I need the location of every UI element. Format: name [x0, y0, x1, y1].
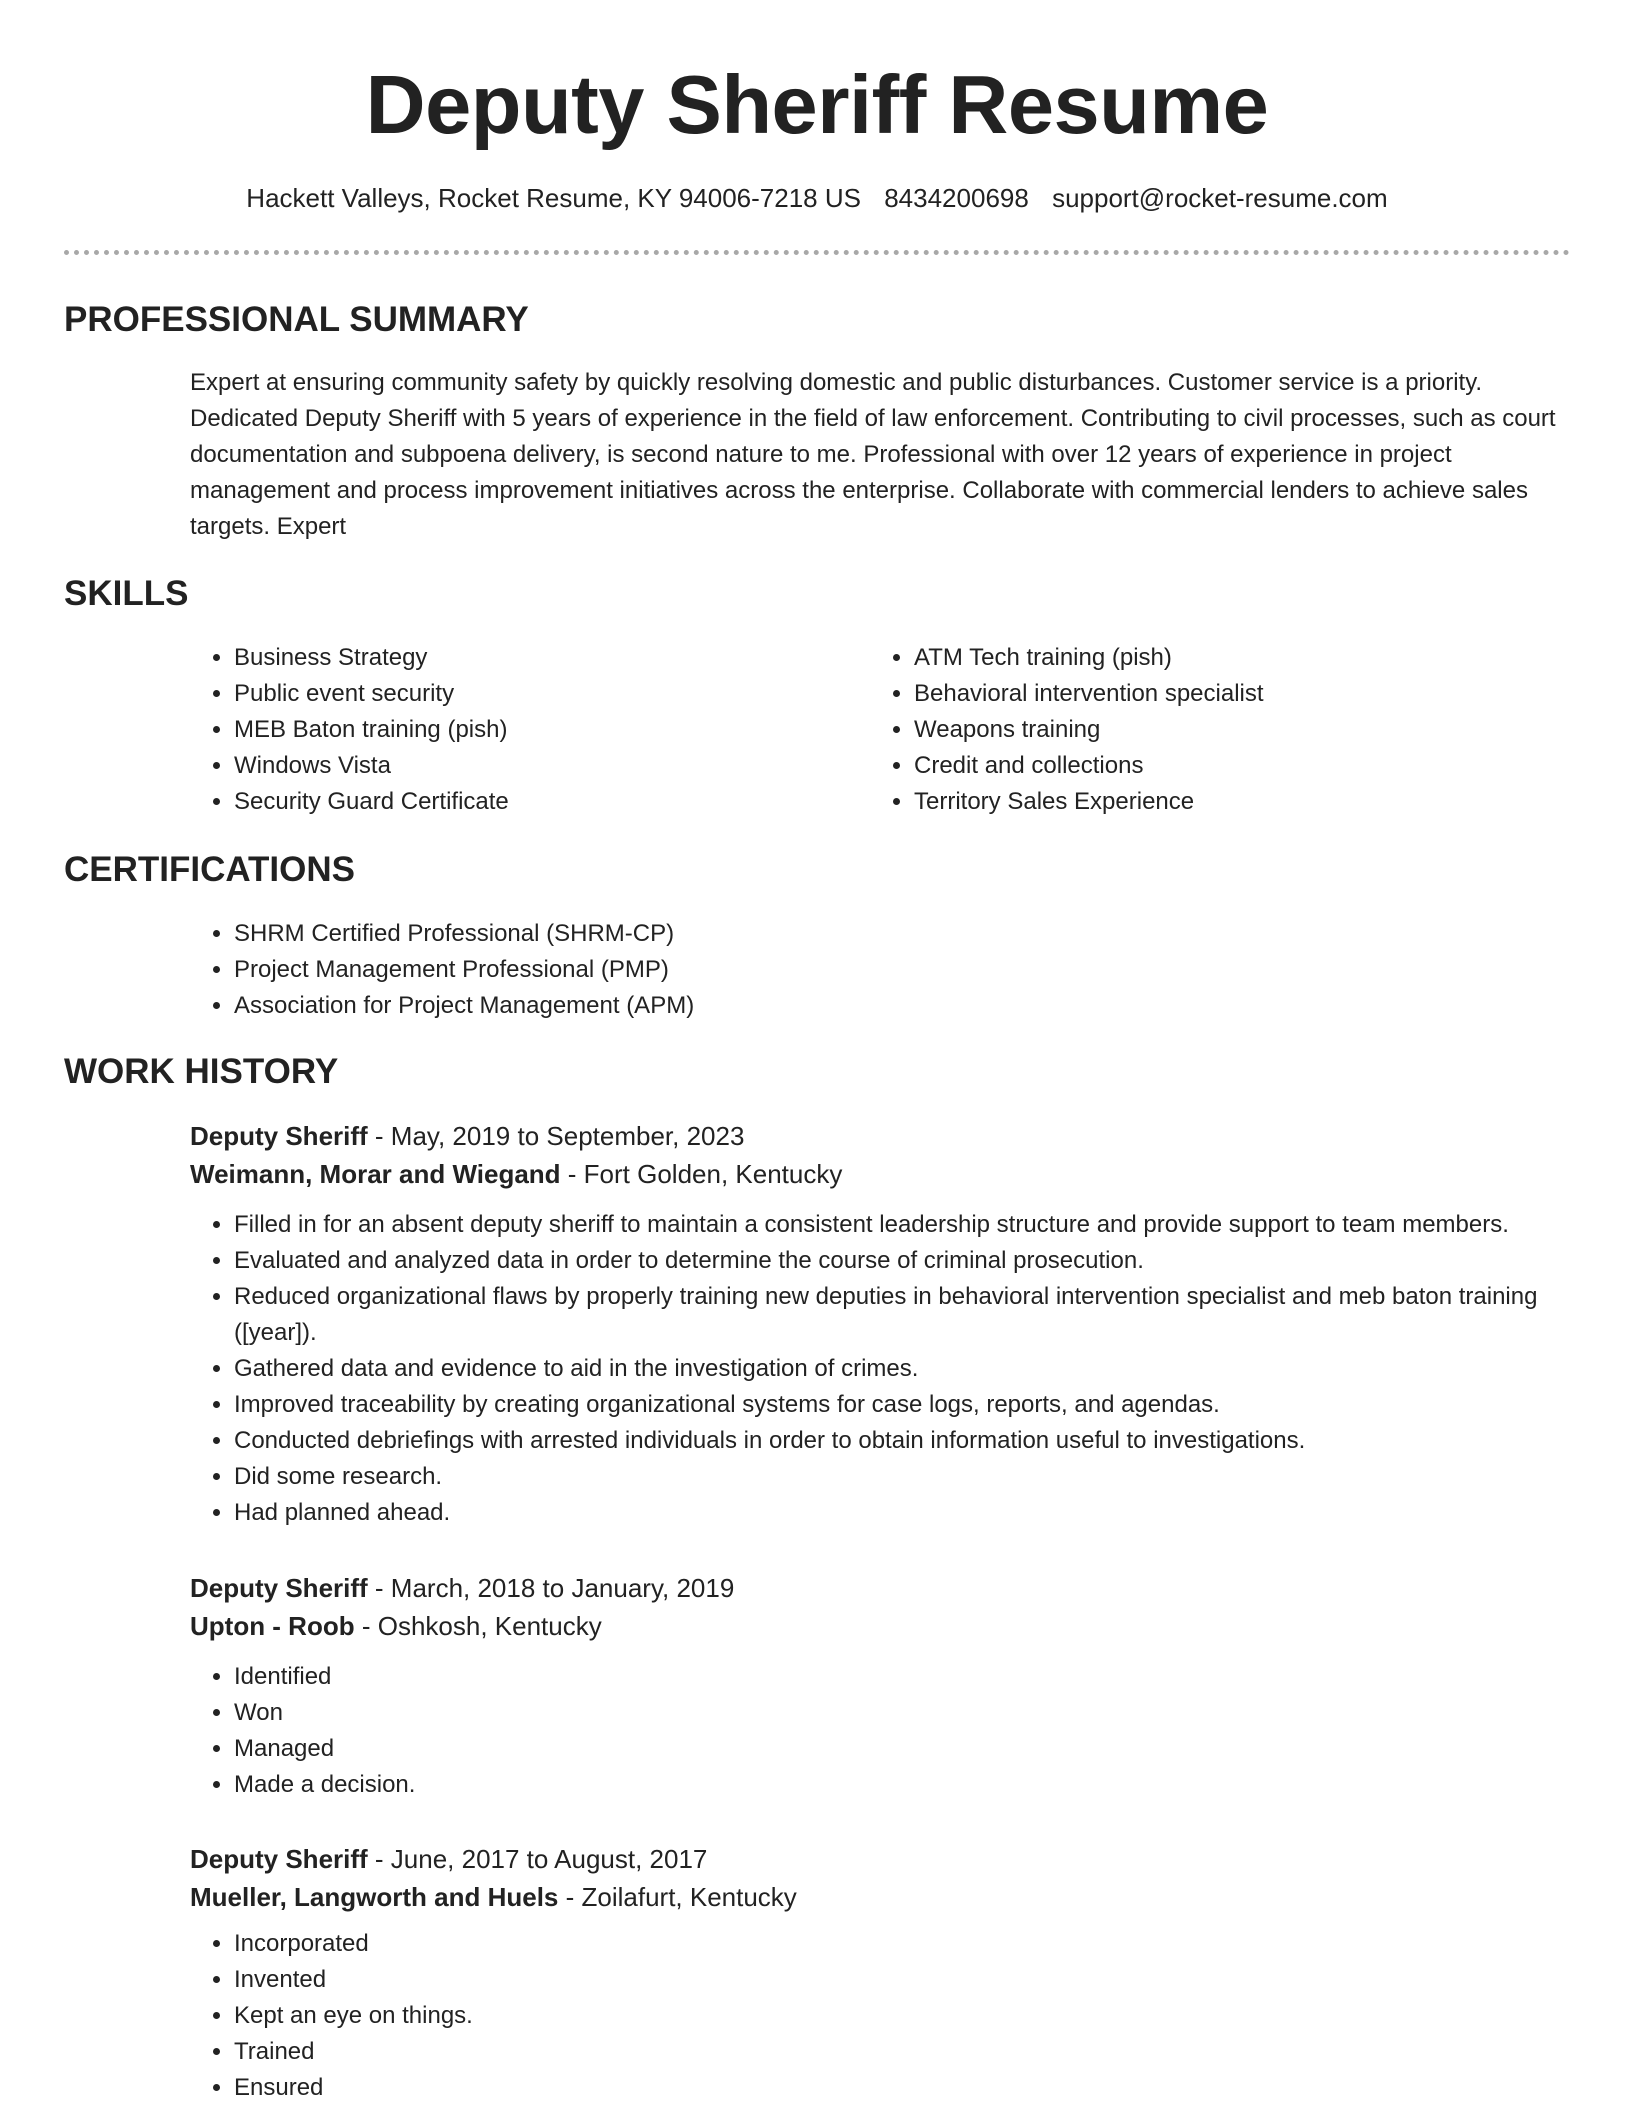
skills-list-right	[870, 640, 1570, 820]
job-bullet: • Had planned ahead.	[234, 1495, 1580, 1531]
summary-text: Expert at ensuring community safety by quickly resolving domestic and public disturbances. Customer service is a priority. Dedicated Deputy Sheriff with 5 years of experience in the field of law enforcement. Contributing to civil processes, such as court documentation and subpoena delivery, is second nature to me. Professional with over 12 years of experience in project management and process improvement initiatives across the enterprise. Collaborate with commercial lenders to achieve sales targets. Expert	[190, 369, 1556, 540]
job-entry	[190, 1569, 1580, 1803]
job-title: Deputy Sheriff	[190, 1121, 368, 1151]
skill-item: • Windows Vista	[234, 748, 830, 784]
job-bullet: • Conducted debriefings with arrested individuals in order to obtain information useful to investigations.	[234, 1423, 1580, 1459]
job-location: - Oshkosh, Kentucky	[354, 1611, 602, 1641]
job-title-line	[190, 1117, 1580, 1155]
job-bullets	[190, 1659, 1580, 1803]
certifications-heading: CERTIFICATIONS	[64, 850, 356, 889]
certification-item: • Project Management Professional (PMP)	[234, 952, 1570, 988]
job-bullet: • Ensured	[234, 2070, 1580, 2106]
job-company: Upton - Roob	[190, 1611, 355, 1641]
job-bullet: • Managed	[234, 1731, 1580, 1767]
job-bullet: • Incorporated	[234, 1926, 1580, 1962]
resume-title: Deputy Sheriff Resume	[365, 58, 1269, 151]
contact-email: support@rocket-resume.com	[1052, 183, 1388, 213]
contact-address: Hackett Valleys, Rocket Resume, KY 94006-7218 US	[246, 183, 861, 213]
job-bullets	[190, 1926, 1580, 2106]
job-bullet: • Filled in for an absent deputy sheriff to maintain a consistent leadership structure and provide support to team members.	[234, 1207, 1580, 1243]
skills-list-left	[190, 640, 830, 820]
job-dates: - May, 2019 to September, 2023	[367, 1121, 745, 1151]
job-company: Weimann, Morar and Wiegand	[190, 1159, 561, 1189]
skill-item: • Behavioral intervention specialist	[914, 676, 1570, 712]
summary-heading: PROFESSIONAL SUMMARY	[64, 300, 529, 339]
job-location: - Zoilafurt, Kentucky	[558, 1882, 797, 1912]
job-bullet: • Won	[234, 1695, 1580, 1731]
job-bullet: • Gathered data and evidence to aid in the investigation of crimes.	[234, 1351, 1580, 1387]
certification-item: • SHRM Certified Professional (SHRM-CP)	[234, 916, 1570, 952]
job-company: Mueller, Langworth and Huels	[190, 1882, 559, 1912]
job-bullet: • Reduced organizational flaws by properly training new deputies in behavioral intervention specialist and meb baton training ([year]).	[234, 1279, 1580, 1351]
skill-item: • Credit and collections	[914, 748, 1570, 784]
skill-item: • Weapons training	[914, 712, 1570, 748]
skill-item: • ATM Tech training (pish)	[914, 640, 1570, 676]
job-bullet: • Improved traceability by creating organizational systems for case logs, reports, and agendas.	[234, 1387, 1580, 1423]
contact-line	[64, 180, 1570, 216]
job-bullet: • Kept an eye on things.	[234, 1998, 1580, 2034]
work-history-heading: WORK HISTORY	[64, 1052, 339, 1091]
job-bullet: • Made a decision.	[234, 1767, 1580, 1803]
job-dates: - June, 2017 to August, 2017	[367, 1844, 708, 1874]
certifications-list	[190, 916, 1570, 1024]
job-bullet: • Did some research.	[234, 1459, 1580, 1495]
job-title: Deputy Sheriff	[190, 1844, 368, 1874]
job-bullet: • Evaluated and analyzed data in order to determine the course of criminal prosecution.	[234, 1243, 1580, 1279]
job-bullets	[190, 1207, 1580, 1531]
job-location: - Fort Golden, Kentucky	[560, 1159, 843, 1189]
skill-item: • MEB Baton training (pish)	[234, 712, 830, 748]
skill-item: • Territory Sales Experience	[914, 784, 1570, 820]
skill-item: • Business Strategy	[234, 640, 830, 676]
job-bullet: • Identified	[234, 1659, 1580, 1695]
contact-phone: 8434200698	[884, 183, 1029, 213]
skill-item: • Security Guard Certificate	[234, 784, 830, 820]
skills-heading: SKILLS	[64, 574, 189, 613]
job-company-line	[190, 1607, 1580, 1645]
job-entry	[190, 1840, 1580, 2106]
job-bullet: • Invented	[234, 1962, 1580, 1998]
job-company-line	[190, 1155, 1580, 1193]
header-divider	[64, 250, 1570, 255]
certification-item: • Association for Project Management (APM)	[234, 988, 1570, 1024]
skill-item: • Public event security	[234, 676, 830, 712]
job-entry	[190, 1117, 1580, 1531]
job-bullet: • Trained	[234, 2034, 1580, 2070]
job-dates: - March, 2018 to January, 2019	[367, 1573, 735, 1603]
job-company-line	[190, 1878, 1580, 1916]
job-title: Deputy Sheriff	[190, 1573, 368, 1603]
job-title-line	[190, 1569, 1580, 1607]
job-title-line	[190, 1840, 1580, 1878]
